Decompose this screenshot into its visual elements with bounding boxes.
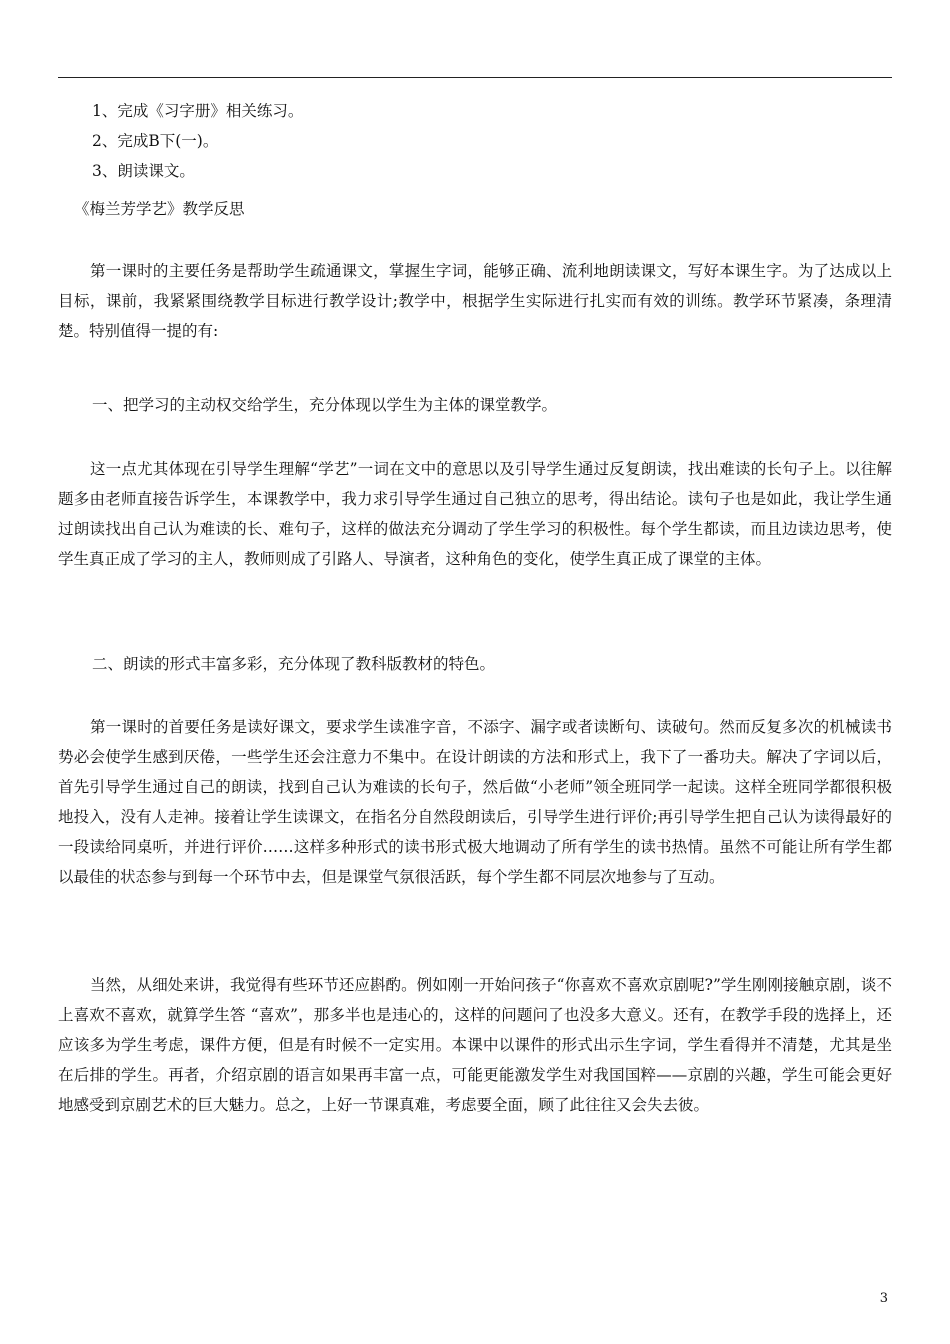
homework-item-2: 2、完成B下(一)。: [92, 132, 219, 150]
conclusion-paragraph: 当然，从细处来讲，我觉得有些环节还应斟酌。例如刚一开始问孩子“你喜欢不喜欢京剧呢?”学生刚刚接触京剧，谈不上喜欢不喜欢，就算学生答 “喜欢”，那多半也是违心的，这样的问题问了也没多大意义。还有，在教学手段的选择上，还应该多为学生考虑，课件方便，但是有时候不一定实用。本课中以课件的形式出示生字词，学生看得并不清楚，尤其是坐在后排的学生。再者，介绍京剧的语言如果再丰富一点，可能更能激发学生对我国国粹——京剧的兴趣，学生可能会更好地感受到京剧艺术的巨大魅力。总之，上好一节课真难，考虑要全面，顾了此往往又会失去彼。: [58, 976, 892, 1114]
intro-paragraph: 第一课时的主要任务是帮助学生疏通课文，掌握生字词，能够正确、流利地朗读课文，写好本课生字。为了达成以上目标，课前，我紧紧围绕教学目标进行教学设计;教学中，根据学生实际进行扎实而有效的训练。教学环节紧凑，条理清楚。特别值得一提的有:: [58, 262, 892, 340]
page-number: 3: [879, 1291, 888, 1306]
point-one-heading: 一、把学习的主动权交给学生，充分体现以学生为主体的课堂教学。: [92, 396, 558, 414]
point-two-heading: 二、朗读的形式丰富多彩，充分体现了教科版教材的特色。: [92, 655, 496, 673]
header-rule: [58, 77, 892, 78]
point-two-paragraph: 第一课时的首要任务是读好课文，要求学生读准字音，不添字、漏字或者读断句、读破句。然而反复多次的机械读书势必会使学生感到厌倦，一些学生还会注意力不集中。在设计朗读的方法和形式上，我下了一番功夫。解决了字词以后，首先引导学生通过自己的朗读，找到自己认为难读的长句子，然后做“小老师”领全班同学一起读。这样全班同学都很积极地投入，没有人走神。接着让学生读课文，在指名分自然段朗读后，引导学生进行评价;再引导学生把自己认为读得最好的一段读给同桌听，并进行评价……这样多种形式的读书形式极大地调动了所有学生的读书热情。虽然不可能让所有学生都以最佳的状态参与到每一个环节中去，但是课堂气氛很活跃，每个学生都不同层次地参与了互动。: [58, 718, 892, 886]
point-one-paragraph: 这一点尤其体现在引导学生理解“学艺”一词在文中的意思以及引导学生通过反复朗读，找出难读的长句子上。以往解题多由老师直接告诉学生，本课教学中，我力求引导学生通过自己独立的思考，得出结论。读句子也是如此，我让学生通过朗读找出自己认为难读的长、难句子，这样的做法充分调动了学生学习的积极性。每个学生都读，而且边读边思考，使学生真正成了学习的主人，教师则成了引路人、导演者，这种角色的变化，使学生真正成了课堂的主体。: [58, 460, 892, 568]
homework-list: [92, 96, 792, 186]
reflection-title: 《梅兰芳学艺》教学反思: [74, 200, 245, 218]
homework-item-1: 1、完成《习字册》相关练习。: [92, 102, 304, 120]
homework-item-3: 3、朗读课文。: [92, 162, 195, 180]
